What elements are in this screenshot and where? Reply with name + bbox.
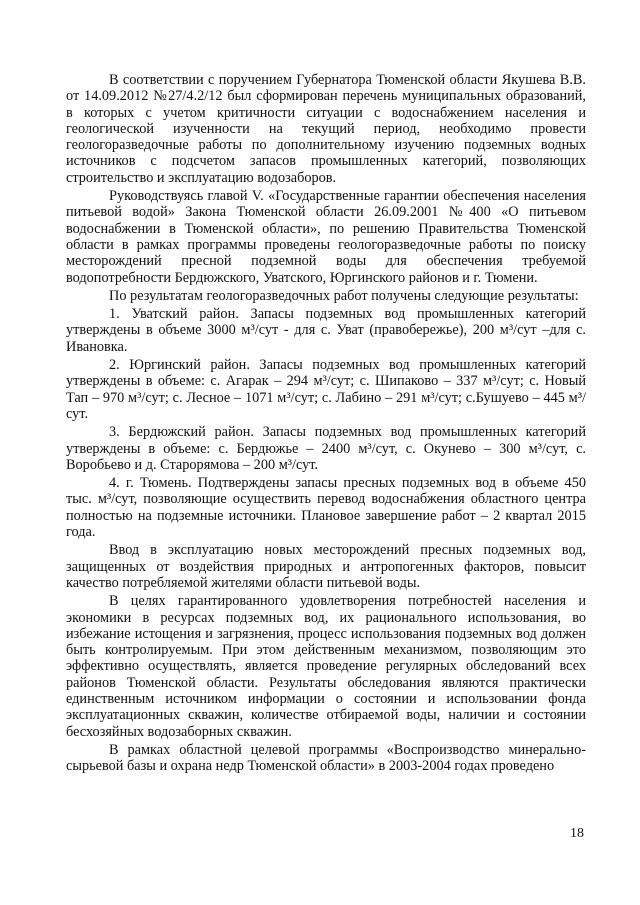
paragraph-6: 3. Бердюжский район. Запасы подземных вод промышленных категорий утверждены в объеме: с. Бердюжье – 2400 м³/сут, с. Окунево – 300 м³/сут, с. Воробьево и д. Старорямова – 200 м³/сут. <box>66 424 586 473</box>
paragraph-3: По результатам геологоразведочных работ получены следующие результаты: <box>109 287 579 304</box>
page-number: 18 <box>570 826 584 841</box>
paragraph-2: Руководствуясь главой V. «Государственные гарантии обеспечения населения питьевой водой» Закона Тюменской области 26.09.2001 №400 «О питьевом водоснабжении в Тюменской области», по решению Правительства Тюменской области в рамках программы проведены геологоразведочные работы по поиску месторождений пресной подземной воды для обеспечения требуемой водопотребности Бердюжского, Уватского, Юргинского районов и г. Тюмени. <box>66 188 586 286</box>
body-text <box>66 72 586 776</box>
paragraph-5: 2. Юргинский район. Запасы подземных вод промышленных категорий утверждены в объеме: с. Агарак – 294 м³/сут; с. Шипаково – 337 м³/сут; с. Новый Тап – 970 м³/сут; с. Лесное – 1071 м³/сут; с. Лабино – 291 м³/сут; с.Бушуево – 445 м³/сут. <box>66 357 586 422</box>
paragraph-7: 4. г. Тюмень. Подтверждены запасы пресных подземных вод в объеме 450 тыс. м³/сут, позволяющие осуществить перевод водоснабжения областного центра полностью на подземные источники. Плановое завершение работ – 2 квартал 2015 года. <box>66 475 586 541</box>
paragraph-1: В соответствии с поручением Губернатора Тюменской области Якушева В.В. от 14.09.2012 №27/4.2/12 был сформирован перечень муниципальных образований, в которых с учетом критичности ситуации с водоснабжением населения и геологической изученности на текущий период, необходимо провести геологоразведочные работы по дополнительному изучению подземных водных источников с подсчетом запасов промышленных категорий, позволяющих строительство и эксплуатацию водозаборов. <box>66 72 586 186</box>
paragraph-4: 1. Уватский район. Запасы подземных вод промышленных категорий утверждены в объеме 3000 м³/сут - для с. Уват (правобережье), 200 м³/сут –для с. Ивановка. <box>66 306 586 355</box>
paragraph-10: В рамках областной целевой программы «Воспроизводство минерально-сырьевой базы и охрана недр Тюменской области» в 2003-2004 годах проведено <box>66 741 586 775</box>
paragraph-9: В целях гарантированного удовлетворения потребностей населения и экономики в ресурсах подземных вод, их рационального использования, во избежание истощения и загрязнения, процесс использования подземных вод должен быть контролируемым. При этом действенным механизмом, позволяющим это эффективно осуществлять, является проведение регулярных обследований всех районов Тюменской области. Результаты обследования являются практически единственным источником информации о состоянии и использовании фонда эксплуатационных скважин, количестве отбираемой воды, наличии и состоянии бесхозяйных водозаборных скважин. <box>66 593 586 740</box>
paragraph-8: Ввод в эксплуатацию новых месторождений пресных подземных вод, защищенных от воздействия природных и антропогенных факторов, повысит качество потребляемой жителями области питьевой воды. <box>66 542 586 591</box>
